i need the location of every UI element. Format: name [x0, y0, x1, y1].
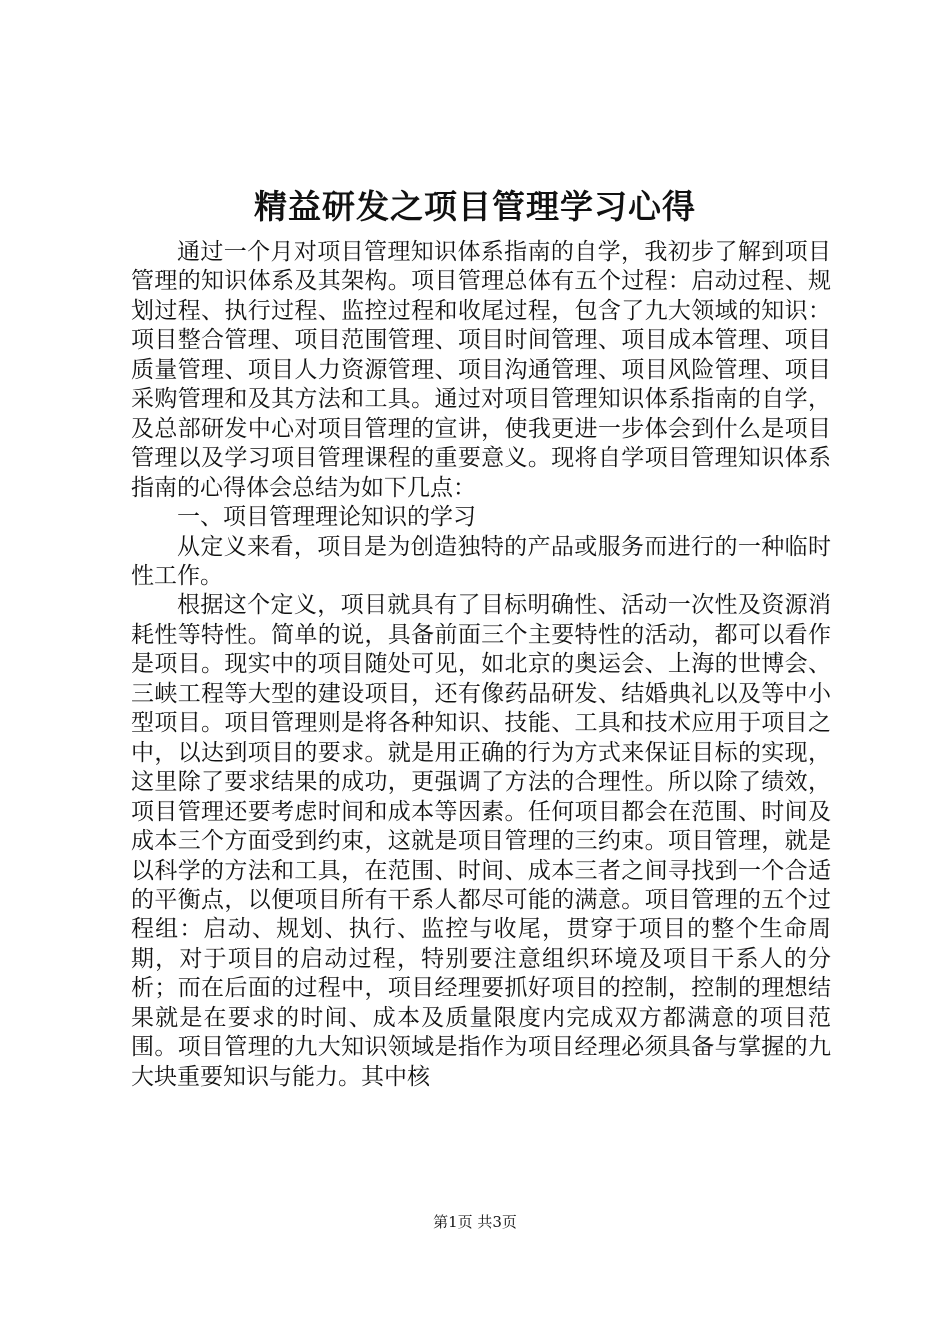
section-heading: 一、项目管理理论知识的学习 [177, 504, 476, 531]
document-body [131, 238, 831, 1092]
document-title: 精益研发之项目管理学习心得 [254, 187, 696, 226]
page-number-footer: 第1页 共3页 [433, 1213, 517, 1231]
paragraph-details: 根据这个定义，项目就具有了目标明确性、活动一次性及资源消耗性等特性。简单的说，具备前面三个主要特性的活动，都可以看作是项目。现实中的项目随处可见，如北京的奥运会、上海的世博会、三峡工程等大型的建设项目，还有像药品研发、结婚典礼以及等中小型项目。项目管理则是将各种知识、技能、工具和技术应用于项目之中，以达到项目的要求。就是用正确的行为方式来保证目标的实现，这里除了要求结果的成功，更强调了方法的合理性。所以除了绩效，项目管理还要考虑时间和成本等因素。任何项目都会在范围、时间及成本三个方面受到约束，这就是项目管理的三约束。项目管理，就是以科学的方法和工具，在范围、时间、成本三者之间寻找到一个合适的平衡点，以便项目所有干系人都尽可能的满意。项目管理的五个过程组：启动、规划、执行、监控与收尾，贯穿于项目的整个生命周期，对于项目的启动过程，特别要注意组织环境及项目干系人的分析；而在后面的过程中，项目经理要抓好项目的控制，控制的理想结果就是在要求的时间、成本及质量限度内完成双方都满意的项目范围。项目管理的九大知识领域是指作为项目经理必须具备与掌握的九大块重要知识与能力。其中核 [131, 592, 831, 1090]
paragraph-definition: 从定义来看，项目是为创造独特的产品或服务而进行的一种临时性工作。 [131, 533, 831, 589]
paragraph-intro: 通过一个月对项目管理知识体系指南的自学，我初步了解到项目管理的知识体系及其架构。项目管理总体有五个过程：启动过程、规划过程、执行过程、监控过程和收尾过程，包含了九大领域的知识：项目整合管理、项目范围管理、项目时间管理、项目成本管理、项目质量管理、项目人力资源管理、项目沟通管理、项目风险管理、项目采购管理和及其方法和工具。通过对项目管理知识体系指南的自学，及总部研发中心对项目管理的宣讲，使我更进一步体会到什么是项目管理以及学习项目管理课程的重要意义。现将自学项目管理知识体系指南的心得体会总结为如下几点： [131, 239, 831, 501]
